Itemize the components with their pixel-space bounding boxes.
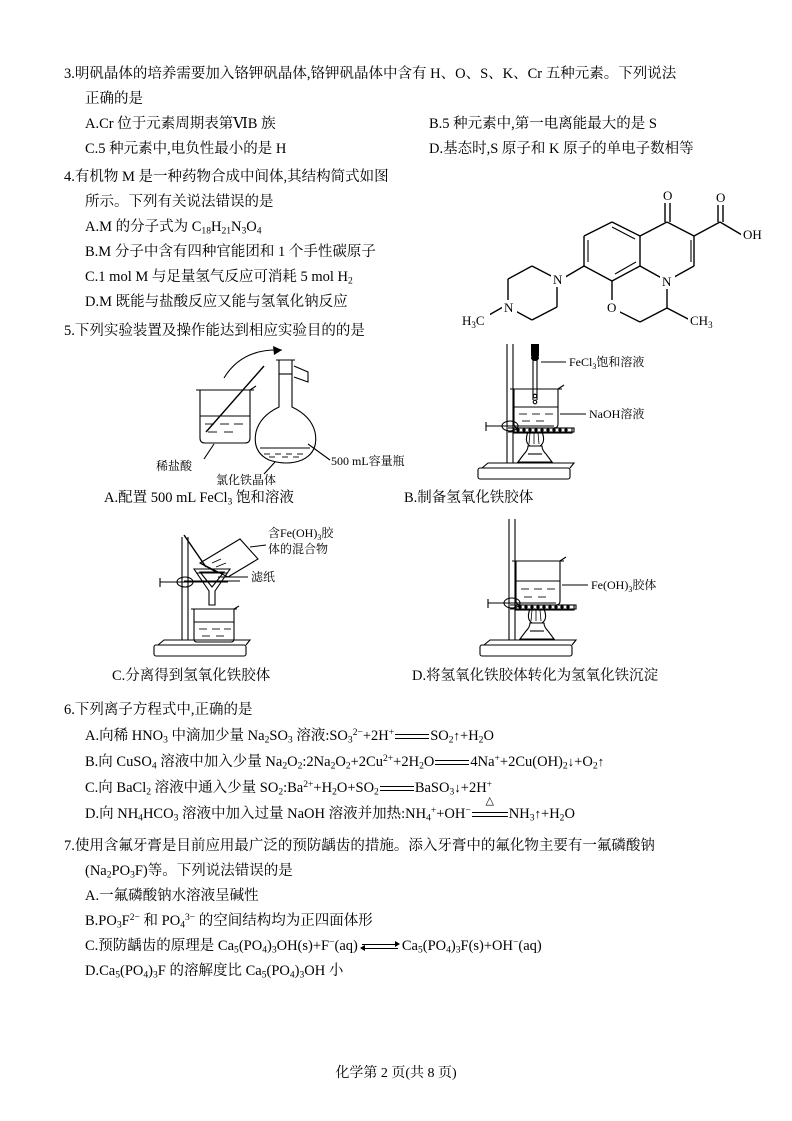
question-5-number: 5. bbox=[64, 323, 75, 339]
label-colloid-mixture-line2: 体的混合物 bbox=[268, 542, 329, 556]
equals-arrow-icon bbox=[435, 758, 469, 768]
figure-caption-d: D.将氢氧化铁胶体转化为氢氧化铁沉淀 bbox=[412, 668, 659, 684]
question-4-option-c-prefix: C.1 mol M 与足量氢气反应可消耗 5 mol H bbox=[85, 269, 349, 285]
atom-label-piperazine-nitrogen-2: N bbox=[504, 300, 514, 315]
atom-label-ring-nitrogen: N bbox=[662, 274, 672, 289]
hydrogen-count: 21 bbox=[221, 225, 232, 237]
oxygen-count: 4 bbox=[256, 225, 262, 237]
label-fecl3-saturated-solution: FeCl$_3$饱和溶液 bbox=[569, 355, 645, 371]
atom-label-carbonyl-oxygen: O bbox=[716, 190, 726, 205]
question-3-option-d[interactable]: D.基态时,S 原子和 K 原子的单电子数相等 bbox=[429, 141, 694, 157]
apparatus-figure-c bbox=[144, 519, 444, 664]
question-6-option-a[interactable]: A.向稀 $HNO_3$ 中滴加少量 $Na_2SO_3$ 溶液$:SO_3^{2-}+2H^+$ $SO_2↑+H_2O$ bbox=[85, 727, 494, 746]
figure-caption-a: A.配置 500 mL FeCl$_3$ 饱和溶液 bbox=[104, 490, 294, 508]
question-6-option-c[interactable]: C.向 BaCl$_2$ 溶液中通入少量 $SO_2:Ba^{2+}+H_2O+SO_2$ BaSO$_3$↓+2H+ bbox=[85, 779, 493, 798]
ofloxacin-svg bbox=[462, 186, 774, 346]
atom-label-ketone-oxygen: O bbox=[663, 188, 673, 203]
atom-label-methyl-right: $CH_3$ bbox=[690, 313, 713, 330]
figure-row-ab bbox=[64, 344, 736, 486]
label-filter-paper: 滤纸 bbox=[251, 570, 276, 584]
question-6-option-d[interactable]: D.向 $NH_4HCO_3$ 溶液中加入过量 NaOH 溶液并加热$:NH_4^++OH^-$ △ $NH_3↑+H_2O$ bbox=[85, 794, 575, 824]
question-3-stem-text: 明矾晶体的培养需要加入铬钾矾晶体,铬钾矾晶体中含有 H、O、S、K、Cr 五种元素。下列说法 bbox=[74, 66, 677, 82]
question-4-option-b[interactable]: B.M 分子中含有四种官能团和 1 个手性碳原子 bbox=[85, 244, 376, 260]
question-3-options-row-2 bbox=[64, 137, 736, 162]
question-4-stem-line-2: 所示。下列有关说法错误的是 bbox=[85, 194, 274, 210]
figure-caption-c: C.分离得到氢氧化铁胶体 bbox=[112, 668, 271, 684]
question-7-stem-text: 使用含氟牙膏是目前应用最广泛的预防龋齿的措施。添入牙膏中的氟化物主要有一氟磷酸钠 bbox=[74, 838, 655, 854]
question-7-option-a[interactable]: A.一氟磷酸钠水溶液呈碱性 bbox=[85, 888, 259, 904]
carbon-count: 18 bbox=[201, 225, 211, 237]
label-dilute-hcl: 稀盐酸 bbox=[156, 459, 193, 473]
equals-arrow-icon bbox=[380, 784, 414, 794]
question-6-number: 6. bbox=[64, 702, 75, 718]
question-7-option-c[interactable]: C.预防龋齿的原理是 $Ca_5(PO_4)_3OH(s)+F^-(aq)$ $Ca_5(PO_4)_3F(s)+OH^-(aq)$ bbox=[85, 937, 542, 956]
apparatus-figure-b bbox=[462, 344, 762, 486]
question-6-stem-line-1 bbox=[64, 698, 736, 723]
label-ferric-chloride-crystal: 氯化铁晶体 bbox=[216, 473, 277, 486]
nitrogen-count: 3 bbox=[241, 225, 247, 237]
question-5-stem-text: 下列实验装置及操作能达到相应实验目的的是 bbox=[74, 323, 365, 339]
molecule-structure-ofloxacin bbox=[462, 186, 774, 346]
question-6-option-b[interactable]: B.向 CuSO$_4$ 溶液中加入少量 $Na_2O_2:2Na_2O_2+2Cu^{2+}+2H_2O$ $4Na^++2Cu(OH)_2↓+O_2↑$ bbox=[85, 753, 605, 772]
question-7-stem-line-2: $(Na_2PO_3F)$等。下列说法错误的是 bbox=[85, 863, 293, 881]
question-3-option-c[interactable]: C.5 种元素中,电负性最小的是 H bbox=[85, 141, 287, 157]
label-feoh3-colloid: $Fe(OH)_3$胶体 bbox=[591, 578, 657, 594]
question-3 bbox=[64, 62, 736, 162]
question-7-number: 7. bbox=[64, 838, 75, 854]
atom-label-methyl-left: $H_3C$ bbox=[462, 313, 485, 330]
question-7-option-b[interactable]: $B.PO_3F^{2-}$ 和 $PO_4^{3-}$ 的空间结构均为正四面体形 bbox=[85, 912, 373, 931]
reversible-arrow-icon bbox=[360, 941, 400, 953]
question-3-number: 3. bbox=[64, 66, 75, 82]
label-volumetric-flask: 500 mL容量瓶 bbox=[331, 454, 405, 468]
question-4-stem-text: 有机物 M 是一种药物合成中间体,其结构简式如图 bbox=[74, 169, 389, 185]
question-7-option-d[interactable]: $D.Ca_5(PO_4)_3F$ 的溶解度比 $Ca_5(PO_4)_3OH$ 小 bbox=[85, 963, 344, 981]
atom-label-piperazine-nitrogen-1: N bbox=[553, 272, 563, 287]
nitrogen-symbol: N bbox=[231, 219, 242, 235]
label-colloid-mixture-line1: 含$Fe(OH)_3$胶 bbox=[268, 526, 334, 542]
caption-row-cd bbox=[64, 664, 736, 689]
hydrogen-symbol: H bbox=[210, 219, 222, 235]
delta-heat-icon: △ bbox=[485, 794, 495, 807]
apparatus-figure-d bbox=[464, 519, 764, 664]
question-7 bbox=[64, 834, 736, 984]
page-footer: 化学第 2 页(共 8 页) bbox=[335, 1066, 457, 1081]
question-3-stem-line-2: 正确的是 bbox=[85, 91, 143, 107]
question-7-stem-line-1 bbox=[64, 834, 736, 859]
figure-row-cd bbox=[64, 519, 736, 664]
question-5 bbox=[64, 319, 736, 689]
caption-row-ab bbox=[64, 486, 736, 511]
question-3-option-a[interactable]: A.Cr 位于元素周期表第ⅥB 族 bbox=[85, 116, 276, 132]
question-3-options-row-1 bbox=[64, 112, 736, 137]
question-4-number: 4. bbox=[64, 169, 75, 185]
question-3-stem-line-1 bbox=[64, 62, 736, 87]
label-naoh-solution: NaOH溶液 bbox=[589, 407, 645, 421]
equals-arrow-heated-icon bbox=[472, 794, 508, 820]
equals-arrow-icon bbox=[395, 732, 429, 742]
question-6-stem-text: 下列离子方程式中,正确的是 bbox=[74, 702, 253, 718]
atom-label-hydroxyl: OH bbox=[743, 227, 762, 242]
apparatus-figure-a bbox=[142, 344, 442, 486]
oxygen-symbol: O bbox=[246, 219, 257, 235]
figure-caption-b: B.制备氢氧化铁胶体 bbox=[404, 490, 534, 506]
question-3-option-b[interactable]: B.5 种元素中,第一电离能最大的是 S bbox=[429, 116, 657, 132]
question-4-option-a-prefix: A.M 的分子式为 C bbox=[85, 219, 202, 235]
h2-subscript: 2 bbox=[348, 275, 353, 287]
question-4-option-d[interactable]: D.M 既能与盐酸反应又能与氢氧化钠反应 bbox=[85, 294, 348, 310]
question-6 bbox=[64, 698, 736, 827]
atom-label-oxazine-oxygen: O bbox=[607, 300, 617, 315]
